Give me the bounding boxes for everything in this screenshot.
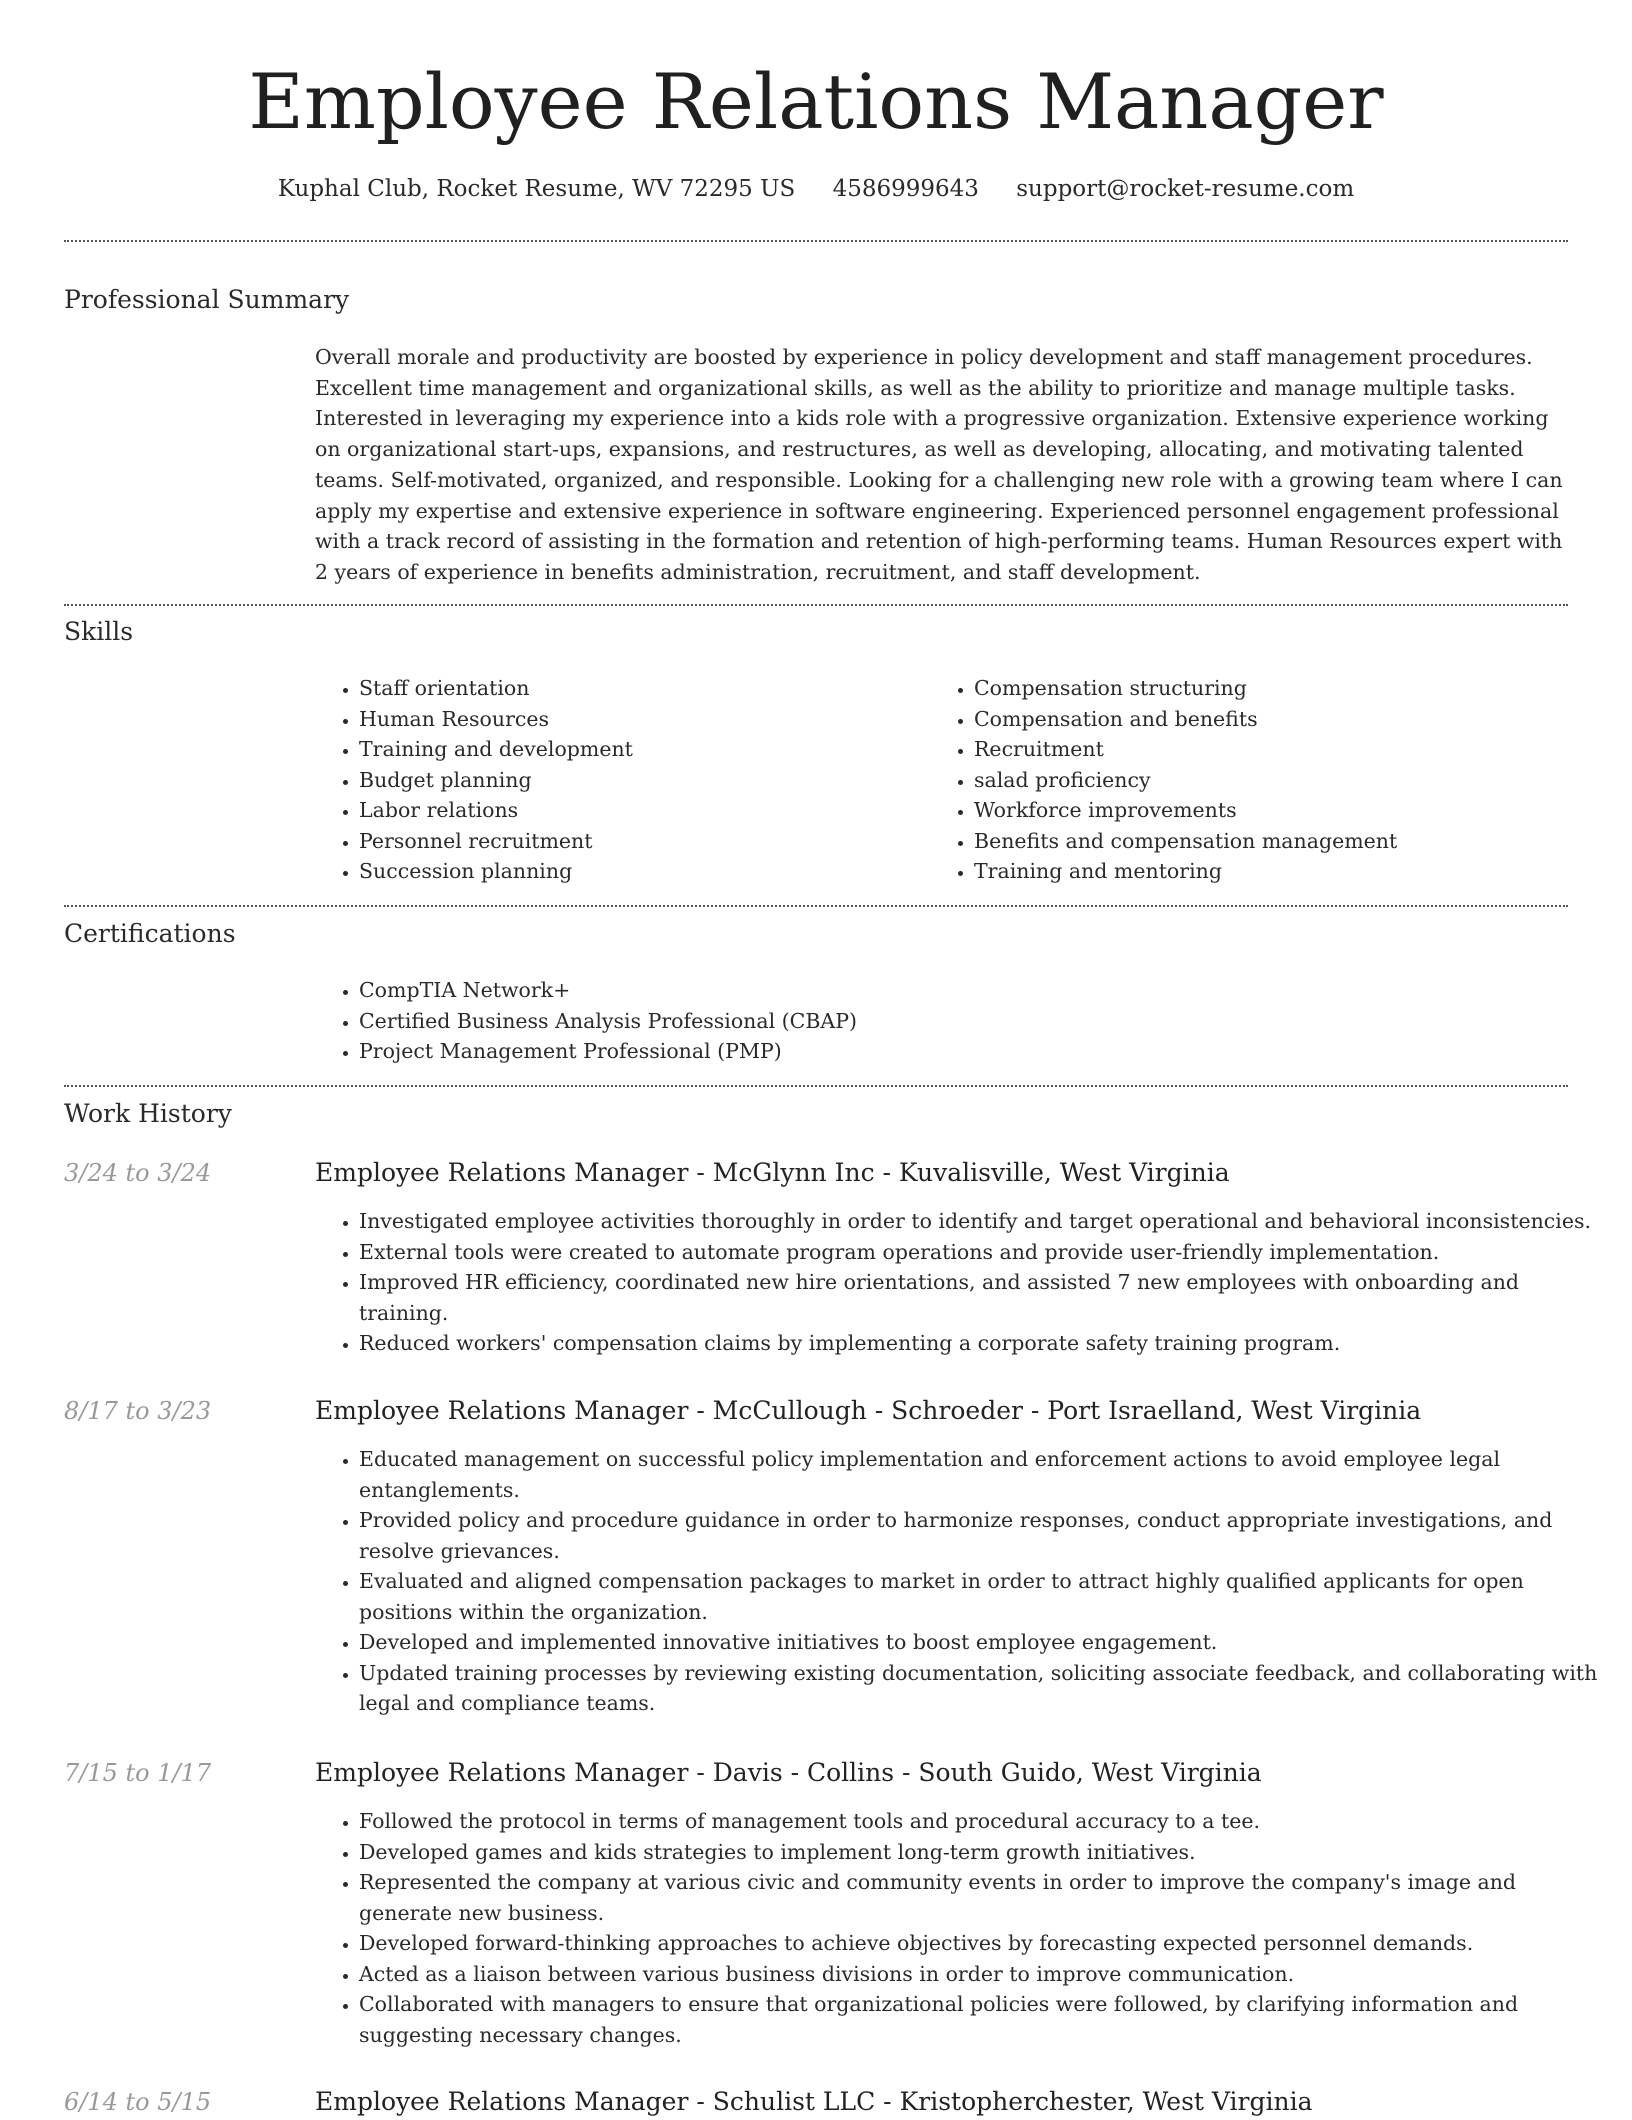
job-bullet: • Updated training processes by reviewing existing documentation, soliciting associate feedback, and collaborating with legal and compliance teams. [359, 1658, 1612, 1719]
skill-item: • Human Resources [359, 704, 919, 735]
job-heading: Employee Relations Manager - Schulist LLC - Kristopherchester, West Virginia [315, 2087, 1313, 2116]
summary-divider [64, 604, 1568, 606]
job-dates: 7/15 to 1/17 [64, 1759, 212, 1787]
candidate-name: Employee Relations Manager [248, 57, 1384, 146]
certifications-heading: Certifications [64, 919, 236, 948]
job-bullets [315, 1806, 1612, 2050]
certification-item: • Project Management Professional (PMP) [359, 1036, 1612, 1067]
job-dates: 3/24 to 3/24 [64, 1159, 212, 1187]
skills-list-right [930, 673, 1604, 887]
skill-item: • Training and development [359, 734, 919, 765]
skill-item: • Personnel recruitment [359, 826, 919, 857]
certification-item: • CompTIA Network+ [359, 975, 1612, 1006]
job-dates: 8/17 to 3/23 [64, 1397, 212, 1425]
job-bullets [315, 1444, 1612, 1719]
job-bullets [315, 1206, 1612, 1359]
header-divider [64, 240, 1568, 242]
job-bullet: • Collaborated with managers to ensure that organizational policies were followed, by clarifying information and suggesting necessary changes. [359, 1989, 1612, 2050]
job-bullet: • Provided policy and procedure guidance in order to harmonize responses, conduct appropriate investigations, and resolve grievances. [359, 1505, 1612, 1566]
job-bullet: • Acted as a liaison between various business divisions in order to improve communication. [359, 1959, 1612, 1990]
skill-item: • Training and mentoring [974, 856, 1604, 887]
job-heading: Employee Relations Manager - Davis - Collins - South Guido, West Virginia [315, 1758, 1262, 1787]
skills-heading: Skills [64, 617, 134, 646]
skill-item: • Recruitment [974, 734, 1604, 765]
certification-item: • Certified Business Analysis Professional (CBAP) [359, 1006, 1612, 1037]
skill-item: • Labor relations [359, 795, 919, 826]
skills-list-left [315, 673, 919, 887]
job-bullet: • Evaluated and aligned compensation packages to market in order to attract highly qualified applicants for open positions within the organization. [359, 1566, 1612, 1627]
skill-item: • Compensation structuring [974, 673, 1604, 704]
contact-email: support@rocket-resume.com [1016, 176, 1355, 202]
job-bullet: • Followed the protocol in terms of management tools and procedural accuracy to a tee. [359, 1806, 1612, 1837]
skill-item: • Workforce improvements [974, 795, 1604, 826]
contact-address: Kuphal Club, Rocket Resume, WV 72295 US [277, 176, 796, 202]
summary-text: Overall morale and productivity are boosted by experience in policy development and staff management procedures. Excellent time management and organizational skills, as well as the ability to prioritize and manage multiple tasks. Interested in leveraging my experience into a kids role with a progressive organization. Extensive experience working on organizational start-ups, expansions, and restructures, as well as developing, allocating, and motivating talented teams. Self-motivated, organized, and responsible. Looking for a challenging new role with a growing team where I can apply my expertise and extensive experience in software engineering. Experienced personnel engagement professional with a track record of assisting in the formation and retention of high-performing teams. Human Resources expert with 2 years of experience in benefits administration, recruitment, and staff development. [315, 345, 1563, 584]
skill-item: • Benefits and compensation management [974, 826, 1604, 857]
job-bullet: • Represented the company at various civic and community events in order to improve the company's image and generate new business. [359, 1867, 1612, 1928]
contact-phone: 4586999643 [832, 176, 979, 202]
job-bullet: • External tools were created to automate program operations and provide user-friendly implementation. [359, 1237, 1612, 1268]
skill-item: • Staff orientation [359, 673, 919, 704]
job-bullet: • Investigated employee activities thoroughly in order to identify and target operational and behavioral inconsistencies. [359, 1206, 1612, 1237]
skills-divider [64, 905, 1568, 907]
skill-item: • Budget planning [359, 765, 919, 796]
job-bullet: • Developed and implemented innovative initiatives to boost employee engagement. [359, 1627, 1612, 1658]
job-heading: Employee Relations Manager - McGlynn Inc - Kuvalisville, West Virginia [315, 1158, 1230, 1187]
job-bullet: • Educated management on successful policy implementation and enforcement actions to avoid employee legal entanglements. [359, 1444, 1612, 1505]
job-bullet: • Developed games and kids strategies to implement long-term growth initiatives. [359, 1837, 1612, 1868]
job-dates: 6/14 to 5/15 [64, 2088, 212, 2116]
summary-heading: Professional Summary [64, 285, 350, 314]
certifications-list [315, 975, 1612, 1067]
job-heading: Employee Relations Manager - McCullough - Schroeder - Port Israelland, West Virginia [315, 1396, 1422, 1425]
skill-item: • Compensation and benefits [974, 704, 1604, 735]
job-bullet: • Developed forward-thinking approaches to achieve objectives by forecasting expected personnel demands. [359, 1928, 1612, 1959]
job-bullet: • Improved HR efficiency, coordinated new hire orientations, and assisted 7 new employees with onboarding and training. [359, 1267, 1612, 1328]
certifications-divider [64, 1085, 1568, 1087]
skill-item: • salad proficiency [974, 765, 1604, 796]
work-history-heading: Work History [64, 1099, 232, 1128]
job-bullet: • Reduced workers' compensation claims by implementing a corporate safety training program. [359, 1328, 1612, 1359]
contact-line [0, 172, 1632, 206]
skill-item: • Succession planning [359, 856, 919, 887]
